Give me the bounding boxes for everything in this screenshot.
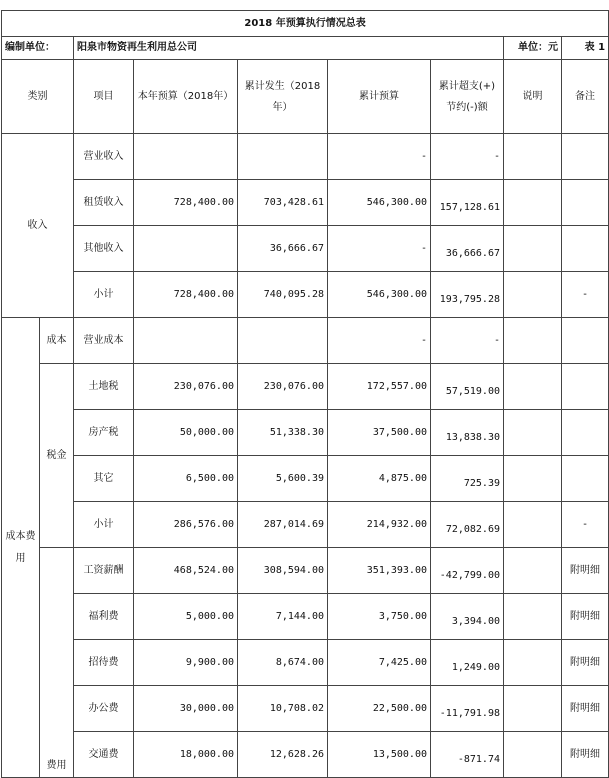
table-row <box>2 272 609 318</box>
explain-cell <box>504 732 562 778</box>
remark-cell <box>562 180 609 226</box>
variance-cell: 72,082.69 <box>431 502 504 548</box>
explain-cell <box>504 364 562 410</box>
header-budget: 本年预算（2018年） <box>134 60 238 134</box>
remark-cell: 附明细 <box>562 640 609 686</box>
cum-budget-cell: 214,932.00 <box>328 502 431 548</box>
cum-budget-cell: 546,300.00 <box>328 180 431 226</box>
item-cell: 营业收入 <box>74 134 134 180</box>
actual-cell: 36,666.67 <box>238 226 328 272</box>
explain-cell <box>504 640 562 686</box>
cum-budget-cell: 351,393.00 <box>328 548 431 594</box>
item-cell: 招待费 <box>74 640 134 686</box>
cum-budget-cell: 172,557.00 <box>328 364 431 410</box>
explain-cell <box>504 456 562 502</box>
cum-budget-cell: 37,500.00 <box>328 410 431 456</box>
budget-cell: 9,900.00 <box>134 640 238 686</box>
explain-cell <box>504 226 562 272</box>
table-row <box>2 318 609 364</box>
explain-cell <box>504 548 562 594</box>
header-actual: 累计发生（2018年） <box>238 60 328 134</box>
remark-cell <box>562 364 609 410</box>
cum-budget-cell: - <box>328 134 431 180</box>
cum-budget-cell: - <box>328 226 431 272</box>
remark-cell <box>562 134 609 180</box>
item-cell: 租赁收入 <box>74 180 134 226</box>
variance-cell: 3,394.00 <box>431 594 504 640</box>
table-row <box>2 456 609 502</box>
remark-cell <box>562 410 609 456</box>
table-row <box>2 640 609 686</box>
variance-cell: -42,799.00 <box>431 548 504 594</box>
remark-cell: 附明细 <box>562 548 609 594</box>
budget-cell: 6,500.00 <box>134 456 238 502</box>
budget-cell <box>134 134 238 180</box>
variance-cell: - <box>431 134 504 180</box>
actual-cell: 51,338.30 <box>238 410 328 456</box>
explain-cell <box>504 318 562 364</box>
variance-cell: -11,791.98 <box>431 686 504 732</box>
actual-cell: 10,708.02 <box>238 686 328 732</box>
group-fee: 费用 <box>40 548 74 778</box>
explain-cell <box>504 686 562 732</box>
cum-budget-cell: 13,500.00 <box>328 732 431 778</box>
actual-cell: 287,014.69 <box>238 502 328 548</box>
actual-cell <box>238 318 328 364</box>
actual-cell: 5,600.39 <box>238 456 328 502</box>
budget-cell <box>134 318 238 364</box>
explain-cell <box>504 134 562 180</box>
budget-cell: 728,400.00 <box>134 180 238 226</box>
cum-budget-cell: 546,300.00 <box>328 272 431 318</box>
table-row <box>2 364 609 410</box>
table-row <box>2 548 609 594</box>
table-row <box>2 134 609 180</box>
variance-cell: - <box>431 318 504 364</box>
table-row <box>2 686 609 732</box>
remark-cell: 附明细 <box>562 686 609 732</box>
budget-cell: 5,000.00 <box>134 594 238 640</box>
remark-cell: 附明细 <box>562 594 609 640</box>
budget-table <box>1 10 609 778</box>
remark-cell: - <box>562 502 609 548</box>
explain-cell <box>504 502 562 548</box>
group-tax: 税金 <box>40 364 74 548</box>
actual-cell: 12,628.26 <box>238 732 328 778</box>
group-cost-expense: 成本费用 <box>2 318 40 778</box>
unit-label: 单位：元 <box>504 37 562 60</box>
table-row <box>2 732 609 778</box>
remark-cell: 附明细 <box>562 732 609 778</box>
remark-cell <box>562 456 609 502</box>
budget-cell: 50,000.00 <box>134 410 238 456</box>
header-remark: 备注 <box>562 60 609 134</box>
table-row <box>2 180 609 226</box>
item-cell: 办公费 <box>74 686 134 732</box>
explain-cell <box>504 594 562 640</box>
item-cell: 福利费 <box>74 594 134 640</box>
table-title: 2018 年预算执行情况总表 <box>2 11 609 37</box>
cum-budget-cell: 7,425.00 <box>328 640 431 686</box>
actual-cell: 8,674.00 <box>238 640 328 686</box>
budget-cell: 728,400.00 <box>134 272 238 318</box>
actual-cell: 740,095.28 <box>238 272 328 318</box>
variance-cell: 193,795.28 <box>431 272 504 318</box>
variance-cell: -871.74 <box>431 732 504 778</box>
item-cell: 其他收入 <box>74 226 134 272</box>
header-variance: 累计超支(+)节约(-)额 <box>431 60 504 134</box>
remark-cell: - <box>562 272 609 318</box>
table-row <box>2 410 609 456</box>
header-cum-budget: 累计预算 <box>328 60 431 134</box>
cum-budget-cell: 3,750.00 <box>328 594 431 640</box>
table-row <box>2 594 609 640</box>
cum-budget-cell: 22,500.00 <box>328 686 431 732</box>
table-row <box>2 502 609 548</box>
header-category: 类别 <box>2 60 74 134</box>
item-cell: 其它 <box>74 456 134 502</box>
variance-cell: 1,249.00 <box>431 640 504 686</box>
variance-cell: 157,128.61 <box>431 180 504 226</box>
group-income: 收入 <box>2 134 74 318</box>
actual-cell <box>238 134 328 180</box>
budget-cell <box>134 226 238 272</box>
table-number: 表 1 <box>562 37 609 60</box>
budget-cell: 230,076.00 <box>134 364 238 410</box>
variance-cell: 13,838.30 <box>431 410 504 456</box>
org-label: 编制单位： <box>2 37 74 60</box>
item-cell: 交通费 <box>74 732 134 778</box>
cum-budget-cell: - <box>328 318 431 364</box>
header-explain: 说明 <box>504 60 562 134</box>
group-cost: 成本 <box>40 318 74 364</box>
actual-cell: 7,144.00 <box>238 594 328 640</box>
budget-cell: 30,000.00 <box>134 686 238 732</box>
org-name: 阳泉市物资再生利用总公司 <box>74 37 504 60</box>
item-cell: 工资薪酬 <box>74 548 134 594</box>
item-cell: 小计 <box>74 272 134 318</box>
budget-cell: 468,524.00 <box>134 548 238 594</box>
variance-cell: 36,666.67 <box>431 226 504 272</box>
actual-cell: 703,428.61 <box>238 180 328 226</box>
table-row <box>2 226 609 272</box>
item-cell: 营业成本 <box>74 318 134 364</box>
actual-cell: 308,594.00 <box>238 548 328 594</box>
remark-cell <box>562 318 609 364</box>
variance-cell: 57,519.00 <box>431 364 504 410</box>
actual-cell: 230,076.00 <box>238 364 328 410</box>
explain-cell <box>504 180 562 226</box>
item-cell: 土地税 <box>74 364 134 410</box>
budget-cell: 286,576.00 <box>134 502 238 548</box>
explain-cell <box>504 272 562 318</box>
budget-cell: 18,000.00 <box>134 732 238 778</box>
explain-cell <box>504 410 562 456</box>
cum-budget-cell: 4,875.00 <box>328 456 431 502</box>
header-item: 项目 <box>74 60 134 134</box>
remark-cell <box>562 226 609 272</box>
item-cell: 房产税 <box>74 410 134 456</box>
item-cell: 小计 <box>74 502 134 548</box>
variance-cell: 725.39 <box>431 456 504 502</box>
